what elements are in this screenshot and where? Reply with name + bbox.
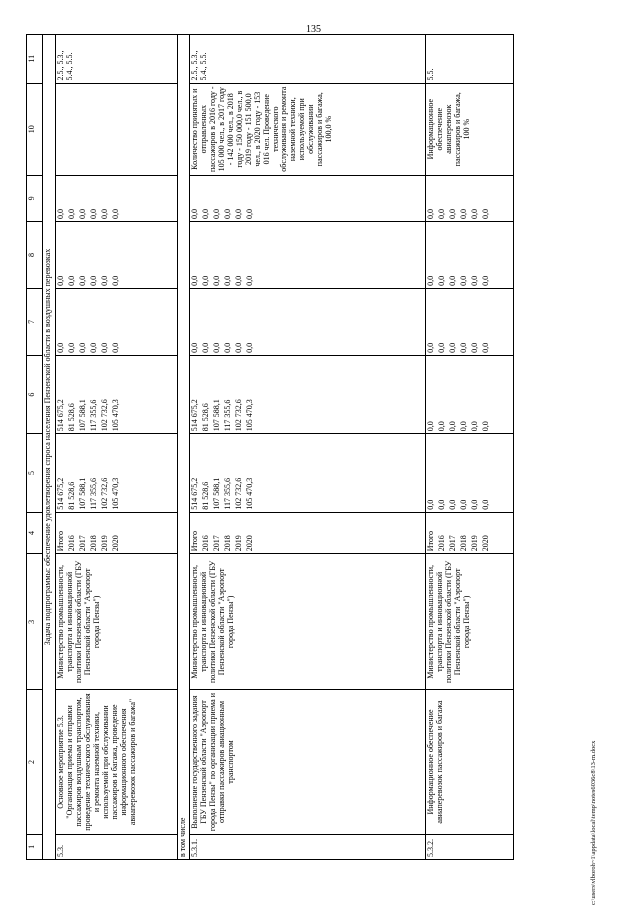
column-number: 7 [27,288,43,355]
year-list: Итого 2016 2017 2018 2019 2020 [425,512,513,554]
related-indicators: 5.5. [425,35,513,84]
column-number: 1 [27,834,43,859]
file-path-footer: c:\users\vlboroh~1\appdata\local\temp\notes6036c8\13-m.docx [590,740,597,905]
activity-name: Информационное обеспечение авиаперевозок пассажиров и багажа [425,690,513,834]
year-list: Итого 2016 2017 2018 2019 2020 [189,512,425,554]
related-indicators: 2.5., 5.3., 5.4., 5.5. [56,35,178,84]
column-9-values: 0,0 0,0 0,0 0,0 0,0 0,0 [189,175,425,221]
task-row [43,35,56,860]
executor: Министерство промышленности, транспорта и инновационной политики Пензенской области (ГБУ Пензенской области "Аэропорт города Пензы") [189,554,425,690]
total-funding-values: 514 675,2 81 528,6 107 588,1 117 355,6 102 732,6 105 470,3 [56,434,178,512]
column-number: 2 [27,690,43,834]
table-row [425,35,513,860]
column-number: 5 [27,434,43,512]
rotated-table-container [26,34,587,860]
row-number: 5.3. [56,834,178,859]
column-8-values: 0,0 0,0 0,0 0,0 0,0 0,0 [425,221,513,288]
column-8-values: 0,0 0,0 0,0 0,0 0,0 0,0 [56,221,178,288]
row-number: 5.3.2. [425,834,513,859]
indicator [56,83,178,175]
column-9-values: 0,0 0,0 0,0 0,0 0,0 0,0 [56,175,178,221]
column-number: 4 [27,512,43,554]
in-total-row [178,35,190,860]
column-number-row [27,35,43,860]
executor: Министерство промышленности, транспорта и инновационной политики Пензенской области (ГБУ Пензенской области "Аэропорт города Пензы") [56,554,178,690]
page-number: 135 [306,24,321,35]
regional-budget-values: 0,0 0,0 0,0 0,0 0,0 0,0 [425,355,513,433]
program-table [26,34,514,860]
column-8-values: 0,0 0,0 0,0 0,0 0,0 0,0 [189,221,425,288]
column-number: 10 [27,83,43,175]
related-indicators: 2.5., 5.3., 5.4., 5.5. [189,35,425,84]
indicator: Количество принятых и отправленных пассажиров в 2016 году - 105 000 чел., в 2017 году - 142 000 чел., в 2018 году - 150 000,0 чел., в 2019 году - 151 500,0 чел., в 2020 году - 153 016 чел. Проведение технического обслуживания и ремонта наземной техники, используемой при обслуживании пассажиров и багажа, 100,0 % [189,83,425,175]
column-9-values: 0,0 0,0 0,0 0,0 0,0 0,0 [425,175,513,221]
task-title: Задача подпрограммы: обеспечение удовлетворения спроса населения Пензенской области в воздушных перевозках [43,35,56,860]
column-7-values: 0,0 0,0 0,0 0,0 0,0 0,0 [189,288,425,355]
column-number: 11 [27,35,43,84]
total-funding-values: 514 675,2 81 528,6 107 588,1 117 355,6 102 732,6 105 470,3 [189,434,425,512]
regional-budget-values: 514 675,2 81 528,6 107 588,1 117 355,6 102 732,6 105 470,3 [189,355,425,433]
indicator: Информационное обеспечение авиаперевозок пассажиров и багажа, 100 % [425,83,513,175]
column-number: 6 [27,355,43,433]
executor: Министерство промышленности, транспорта и инновационной политики Пензенской области (ГБУ Пензенской области "Аэропорт города Пензы") [425,554,513,690]
column-number: 3 [27,554,43,690]
column-7-values: 0,0 0,0 0,0 0,0 0,0 0,0 [425,288,513,355]
total-funding-values: 0,0 0,0 0,0 0,0 0,0 0,0 [425,434,513,512]
year-list: Итого 2016 2017 2018 2019 2020 [56,512,178,554]
column-number: 9 [27,175,43,221]
in-total-label: в том числе [178,35,190,860]
column-7-values: 0,0 0,0 0,0 0,0 0,0 0,0 [56,288,178,355]
row-number: 5.3.1. [189,834,425,859]
column-number: 8 [27,221,43,288]
activity-name: Основное мероприятие 5.3. "Организация приема и отправки пассажиров воздушным транспортом, проведение технического обслуживания и ремонта наземной техники, используемой при обслуживании пассажиров и багажа, проведение информационного обеспечения авиаперевозок пассажиров и багажа" [56,690,178,834]
table-row [189,35,425,860]
activity-name: Выполнение государственного задания ГБУ Пензенской области "Аэропорт города Пензы" по организации приема и отправки пассажиров авиационным транспортом [189,690,425,834]
regional-budget-values: 514 675,2 81 528,6 107 588,1 117 355,6 102 732,6 105 470,3 [56,355,178,433]
table-row [56,35,178,860]
